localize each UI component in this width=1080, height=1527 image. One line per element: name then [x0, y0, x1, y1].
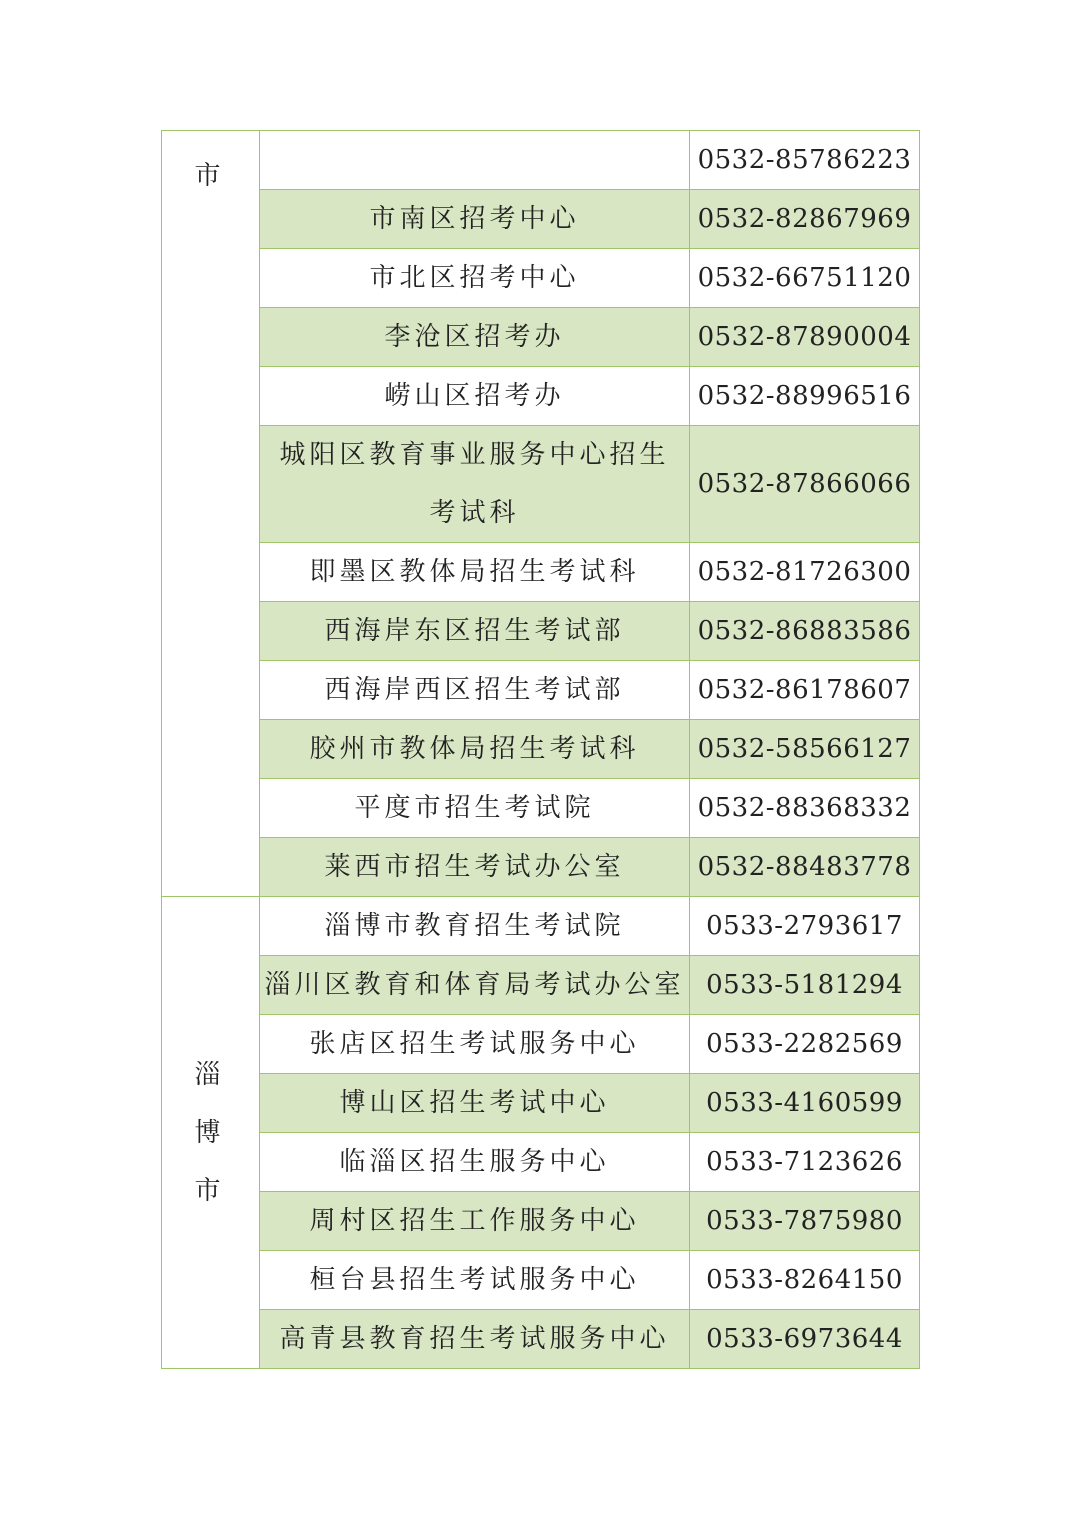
table-row: [162, 779, 920, 838]
phone-cell: 0533-8264150: [690, 1251, 920, 1310]
org-cell: 平度市招生考试院: [260, 779, 690, 838]
org-cell: 周村区招生工作服务中心: [260, 1192, 690, 1251]
phone-cell: 0532-88996516: [690, 367, 920, 426]
org-cell: 西海岸西区招生考试部: [260, 661, 690, 720]
org-cell: 莱西市招生考试办公室: [260, 838, 690, 897]
phone-cell: 0532-58566127: [690, 720, 920, 779]
org-cell: 博山区招生考试中心: [260, 1074, 690, 1133]
phone-cell: 0532-86178607: [690, 661, 920, 720]
table-row: [162, 1133, 920, 1192]
phone-cell: 0532-81726300: [690, 543, 920, 602]
org-cell: [260, 131, 690, 190]
org-cell: 张店区招生考试服务中心: [260, 1015, 690, 1074]
table-row: [162, 661, 920, 720]
phone-cell: 0532-82867969: [690, 190, 920, 249]
table-row: [162, 308, 920, 367]
table-row: [162, 1310, 920, 1369]
org-cell: 西海岸东区招生考试部: [260, 602, 690, 661]
table-row: [162, 602, 920, 661]
org-cell: 淄川区教育和体育局考试办公室: [260, 956, 690, 1015]
table-row: [162, 1074, 920, 1133]
phone-cell: 0532-87890004: [690, 308, 920, 367]
contacts-table: [161, 130, 920, 1369]
org-cell: 淄博市教育招生考试院: [260, 897, 690, 956]
city-cell-qingdao: 市: [162, 131, 260, 897]
phone-cell: 0533-4160599: [690, 1074, 920, 1133]
phone-cell: 0532-85786223: [690, 131, 920, 190]
phone-cell: 0532-88483778: [690, 838, 920, 897]
org-cell: 即墨区教体局招生考试科: [260, 543, 690, 602]
table-row: [162, 956, 920, 1015]
phone-cell: 0532-88368332: [690, 779, 920, 838]
table-row: [162, 720, 920, 779]
phone-cell: 0533-6973644: [690, 1310, 920, 1369]
table-row: [162, 838, 920, 897]
org-cell: 城阳区教育事业服务中心招生考试科: [260, 426, 690, 543]
phone-cell: 0533-5181294: [690, 956, 920, 1015]
table-row: [162, 367, 920, 426]
table-row: [162, 190, 920, 249]
org-cell: 胶州市教体局招生考试科: [260, 720, 690, 779]
city-cell-zibo: 淄博市: [162, 897, 260, 1369]
table-row: [162, 131, 920, 190]
phone-cell: 0532-87866066: [690, 426, 920, 543]
table-row: [162, 426, 920, 543]
org-cell: 临淄区招生服务中心: [260, 1133, 690, 1192]
org-cell: 市南区招考中心: [260, 190, 690, 249]
table-row: [162, 1192, 920, 1251]
org-cell: 崂山区招考办: [260, 367, 690, 426]
table-row: [162, 1251, 920, 1310]
phone-cell: 0533-7875980: [690, 1192, 920, 1251]
phone-cell: 0533-7123626: [690, 1133, 920, 1192]
table-row: [162, 543, 920, 602]
phone-cell: 0532-66751120: [690, 249, 920, 308]
table-row: [162, 249, 920, 308]
table-row: [162, 897, 920, 956]
table-row: [162, 1015, 920, 1074]
phone-cell: 0533-2282569: [690, 1015, 920, 1074]
phone-cell: 0532-86883586: [690, 602, 920, 661]
org-cell: 李沧区招考办: [260, 308, 690, 367]
org-cell: 桓台县招生考试服务中心: [260, 1251, 690, 1310]
phone-cell: 0533-2793617: [690, 897, 920, 956]
org-cell: 市北区招考中心: [260, 249, 690, 308]
org-cell: 高青县教育招生考试服务中心: [260, 1310, 690, 1369]
